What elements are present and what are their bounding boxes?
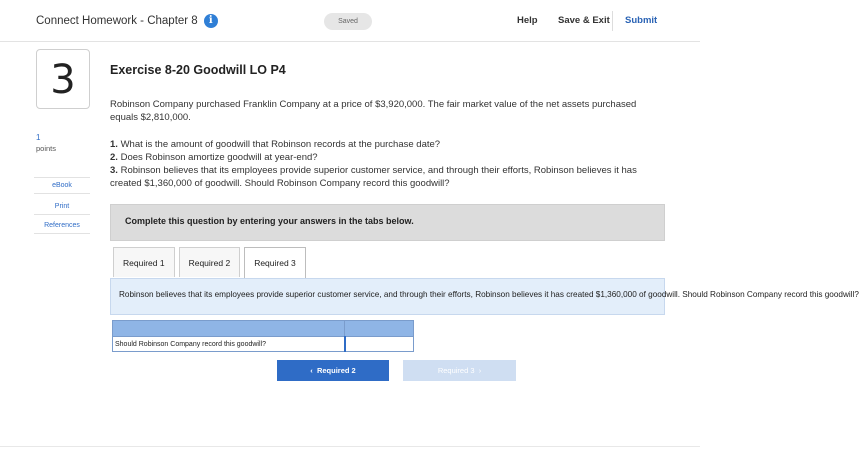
points-label: points xyxy=(36,144,57,153)
previous-required-button[interactable] xyxy=(277,360,389,381)
submit-button[interactable]: Submit xyxy=(625,15,658,26)
print-link[interactable]: Print xyxy=(34,199,90,215)
next-required-button[interactable] xyxy=(403,360,516,381)
header-divider xyxy=(612,11,613,31)
top-bar xyxy=(0,0,700,42)
exercise-title: Exercise 8-20 Goodwill LO P4 xyxy=(110,63,286,77)
help-button[interactable]: Help xyxy=(517,15,538,26)
table-row xyxy=(113,337,414,352)
tab-required-1[interactable]: Required 1 xyxy=(113,247,175,277)
ebook-link[interactable]: eBook xyxy=(34,177,90,194)
question-item: 2. Does Robinson amortize goodwill at year-end? xyxy=(110,152,318,163)
chevron-left-icon: ‹ xyxy=(310,366,313,375)
answer-table-header xyxy=(113,321,414,337)
assignment-title xyxy=(36,14,218,28)
row-label: Should Robinson Company record this goodwill? xyxy=(113,337,345,352)
bottom-divider xyxy=(0,446,700,447)
references-link[interactable]: References xyxy=(34,218,90,234)
instructions-text: Complete this question by entering your answers in the tabs below. xyxy=(125,216,414,226)
tab-panel-text: Robinson believes that its employees provide superior customer service, and through their efforts, Robinson believes it has created $1,360,000 of goodwill. Should Robinson Company record this goodwill? xyxy=(119,290,859,299)
header-cell xyxy=(113,321,345,337)
instructions-bar xyxy=(110,204,665,241)
tab-required-2[interactable]: Required 2 xyxy=(179,247,241,277)
next-button-label: Required 3 xyxy=(437,366,475,375)
question-intro: Robinson Company purchased Franklin Company at a price of $3,920,000. The fair market value of the net assets purchased equals $2,810,000. xyxy=(110,99,637,123)
answer-table xyxy=(112,320,414,352)
saved-status-badge: Saved xyxy=(324,13,372,30)
info-icon[interactable]: i xyxy=(204,14,218,28)
question-item: 1. What is the amount of goodwill that Robinson records at the purchase date? xyxy=(110,139,441,150)
save-exit-button[interactable]: Save & Exit xyxy=(558,15,610,26)
previous-button-label: Required 2 xyxy=(316,366,356,375)
question-item: 3. Robinson believes that its employees provide superior customer service, and through their efforts, Robinson believes it has created $1,360,000 of goodwill. Should Robinson Company record this goodwill? xyxy=(110,165,637,189)
tab-required-3[interactable]: Required 3 xyxy=(244,247,306,279)
points-value: 1 xyxy=(36,133,41,142)
chevron-right-icon: › xyxy=(478,366,482,375)
required-tabs xyxy=(113,247,306,279)
header-cell xyxy=(345,321,414,337)
assignment-title-text: Connect Homework - Chapter 8 xyxy=(36,15,198,27)
question-number: 3 xyxy=(36,49,90,109)
tab-panel-prompt xyxy=(110,278,859,315)
question-list xyxy=(110,138,660,190)
goodwill-answer-input[interactable] xyxy=(345,337,414,352)
